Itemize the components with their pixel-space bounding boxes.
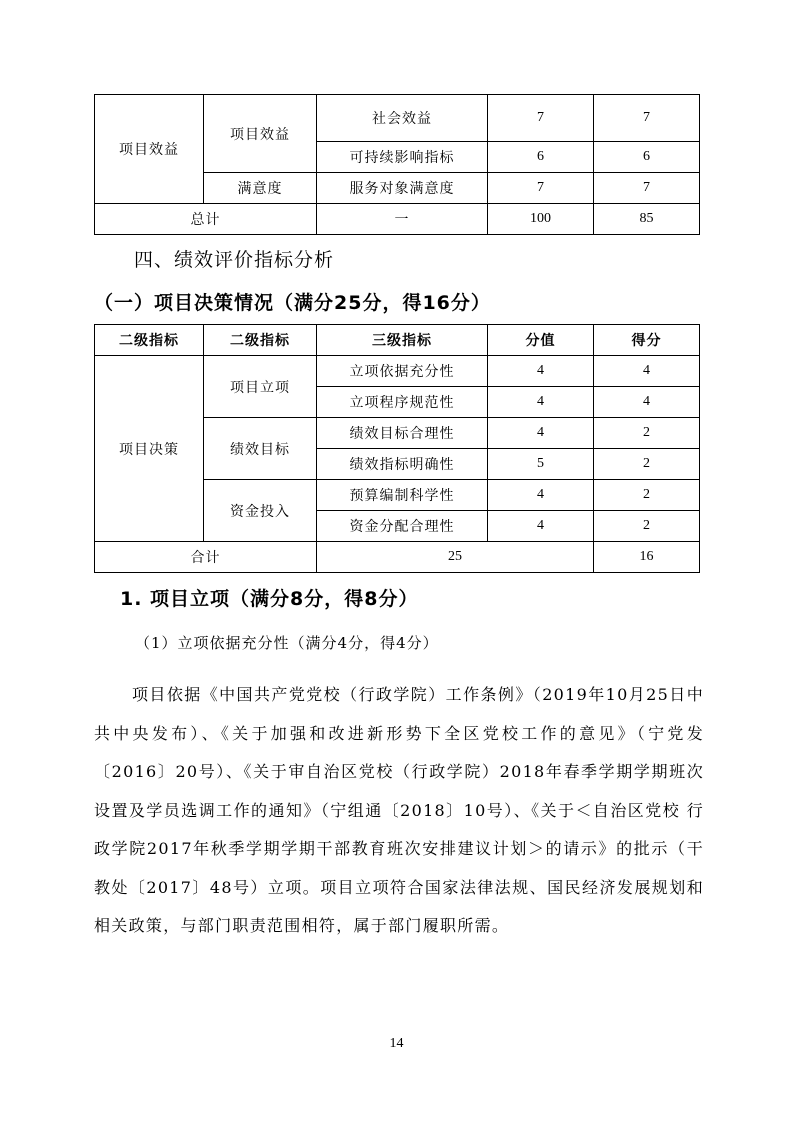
table-cell: 2: [594, 449, 700, 480]
table-header-row: [95, 325, 700, 356]
subsection-heading: （一）项目决策情况（满分25分，得16分）: [94, 292, 491, 314]
table-cell: 25: [317, 542, 594, 573]
table-cell: 4: [594, 356, 700, 387]
table-cell: 项目效益: [95, 95, 204, 204]
table-cell: 4: [488, 387, 594, 418]
column-header: 二级指标: [95, 325, 204, 356]
table-cell: 4: [488, 356, 594, 387]
table-total-row: [95, 542, 700, 573]
column-header: 分值: [488, 325, 594, 356]
table-cell: 服务对象满意度: [317, 173, 488, 204]
table-cell: 85: [594, 204, 700, 235]
table-cell: 绩效目标合理性: [317, 418, 488, 449]
table-cell: 100: [488, 204, 594, 235]
body-paragraph: 项目依据《中国共产党党校（行政学院）工作条例》（2019年10月25日中共中央发布）、《关于加强和改进新形势下全区党校工作的意见》（宁党发〔2016〕20号）、《关于审自治区党校（行政学院）2018年春季学期学期班次设置及学员选调工作的通知》（宁组通〔2018〕10号）、《关于＜自治区党校 行政学院2017年秋季学期学期干部教育班次安排建议计划＞的请示》的批示（干教处〔2017〕48号）立项。项目立项符合国家法律法规、国民经济发展规划和相关政策，与部门职责范围相符，属于部门履职所需。: [94, 685, 704, 935]
table-cell: 绩效指标明确性: [317, 449, 488, 480]
table-cell: 6: [488, 142, 594, 173]
table-cell: 2: [594, 511, 700, 542]
table-cell: 2: [594, 480, 700, 511]
table-cell: 社会效益: [317, 95, 488, 142]
table-cell: 4: [594, 387, 700, 418]
item-heading: 1. 项目立项（满分8分，得8分）: [120, 588, 419, 610]
table-cell: 立项程序规范性: [317, 387, 488, 418]
table-cell: 2: [594, 418, 700, 449]
table-cell: 4: [488, 511, 594, 542]
column-header: 二级指标: [204, 325, 317, 356]
section-heading: 四、绩效评价指标分析: [134, 249, 335, 271]
table-cell: 预算编制科学性: [317, 480, 488, 511]
table-row: [95, 95, 700, 142]
table-cell: 7: [594, 95, 700, 142]
table-cell: 4: [488, 480, 594, 511]
table-cell: 可持续影响指标: [317, 142, 488, 173]
table-cell: 16: [594, 542, 700, 573]
table-cell: 5: [488, 449, 594, 480]
table-cell: 4: [488, 418, 594, 449]
benefit-table: [94, 94, 700, 235]
table-cell: 7: [488, 95, 594, 142]
table-cell: 7: [488, 173, 594, 204]
table-cell: 6: [594, 142, 700, 173]
column-header: 三级指标: [317, 325, 488, 356]
table-cell: 项目立项: [204, 356, 317, 418]
table-cell: 7: [594, 173, 700, 204]
table-cell: 绩效目标: [204, 418, 317, 480]
table-row: [95, 356, 700, 387]
table-cell: 合计: [95, 542, 317, 573]
column-header: 得分: [594, 325, 700, 356]
page-number: 14: [389, 1036, 404, 1051]
table-cell: 资金分配合理性: [317, 511, 488, 542]
decision-table: [94, 324, 700, 573]
table-cell: 一: [317, 204, 488, 235]
table-total-row: [95, 204, 700, 235]
table-cell: 项目决策: [95, 356, 204, 542]
table-cell: 立项依据充分性: [317, 356, 488, 387]
table-cell: 资金投入: [204, 480, 317, 542]
sub-item-heading: （1）立项依据充分性（满分4分，得4分）: [135, 634, 439, 652]
table-cell: 项目效益: [204, 95, 317, 173]
table-cell: 总计: [95, 204, 317, 235]
table-cell: 满意度: [204, 173, 317, 204]
